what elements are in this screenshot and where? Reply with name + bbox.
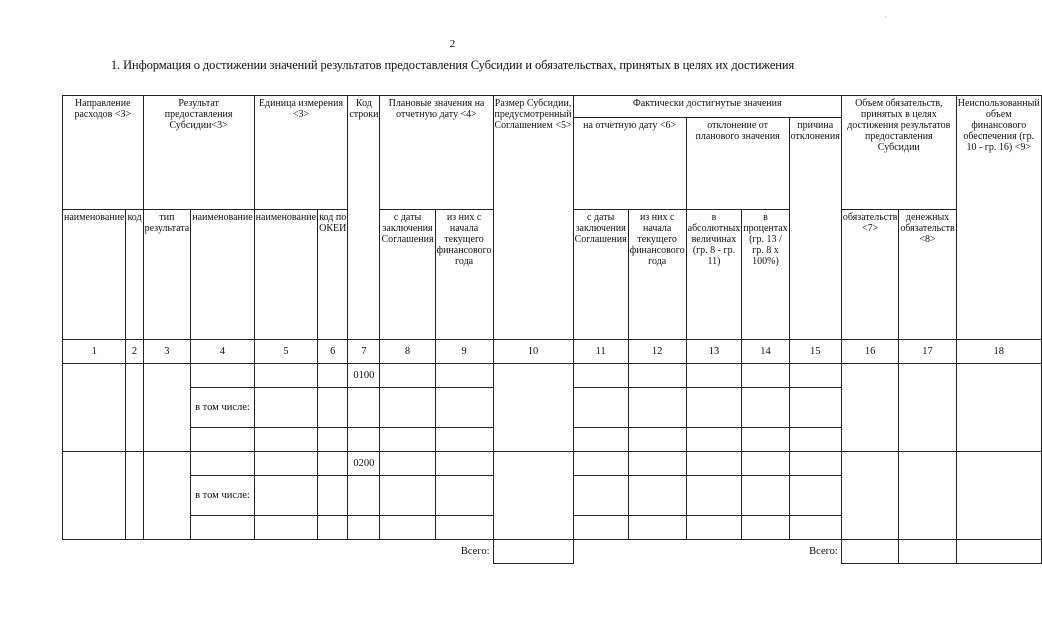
table-cell: [493, 452, 573, 540]
col-num: 5: [254, 340, 317, 364]
col-dir-name: наименование: [63, 210, 126, 340]
table-cell: [956, 364, 1041, 452]
col-plan-from-year: из них с начала текущего финансового года: [435, 210, 493, 340]
table-cell: [435, 388, 493, 428]
table-cell: [191, 428, 254, 452]
table-cell: [686, 364, 742, 388]
table-cell: [380, 364, 435, 388]
col-num: 18: [956, 340, 1041, 364]
table-cell: [573, 516, 628, 540]
table-cell: [435, 364, 493, 388]
table-cell: [742, 452, 789, 476]
table-cell: [143, 364, 191, 452]
total-label: Всего:: [573, 540, 841, 564]
col-obligations-header: Объем обязательств, принятых в целях достижения результатов предоставления Субсидии: [841, 96, 956, 210]
table-cell: [686, 476, 742, 516]
col-obl-monetary: денежных обязательств <8>: [899, 210, 956, 340]
results-table: [62, 95, 1042, 564]
col-res-type: тип результата: [143, 210, 191, 340]
table-cell: [493, 364, 573, 452]
table-cell: [318, 388, 348, 428]
col-res-name: наименование: [191, 210, 254, 340]
table-cell: [126, 452, 143, 540]
col-num: 15: [789, 340, 841, 364]
table-cell: [628, 364, 686, 388]
col-unused-header: Неиспользованный объем финансового обеспечения (гр. 10 - гр. 16) <9>: [956, 96, 1041, 340]
including-label: в том числе:: [191, 388, 254, 428]
col-deviation-reason-header: причина отклонения: [789, 118, 841, 340]
col-num: 16: [841, 340, 898, 364]
table-cell: [573, 428, 628, 452]
corner-mark: ·: [884, 12, 887, 22]
col-dev-abs: в абсолютных величинах (гр. 8 - гр. 11): [686, 210, 742, 340]
table-cell: [742, 388, 789, 428]
table-cell: [686, 516, 742, 540]
col-deviation-header: отклонение от планового значения: [686, 118, 789, 210]
table-cell: [348, 516, 380, 540]
total-unused-cell: [956, 540, 1041, 564]
table-cell: [254, 516, 317, 540]
total-obligations-cell: [841, 540, 898, 564]
table-cell: [254, 452, 317, 476]
table-cell: [380, 476, 435, 516]
table-row: [63, 452, 1042, 476]
table-cell: [318, 452, 348, 476]
col-actual-header: Фактически достигнутые значения: [573, 96, 841, 118]
table-cell: [899, 452, 956, 540]
col-dev-pct: в процентах (гр. 13 / гр. 8 x 100%): [742, 210, 789, 340]
col-agreement-size-header: Размер Субсидии, предусмотренный Соглашением <5>: [493, 96, 573, 340]
table-cell: [254, 364, 317, 388]
col-act-from-date: с даты заключения Соглашения: [573, 210, 628, 340]
total-agreement-cell: [493, 540, 573, 564]
col-unit-okei: код по ОКЕИ: [318, 210, 348, 340]
table-cell: [789, 428, 841, 452]
col-num: 14: [742, 340, 789, 364]
table-row: [63, 364, 1042, 388]
col-act-from-year: из них с начала текущего финансового года: [628, 210, 686, 340]
col-line-code-header: Код строки: [348, 96, 380, 340]
totals-row: [63, 540, 1042, 564]
table-cell: [254, 388, 317, 428]
col-planned-header: Плановые значения на отчетную дату <4>: [380, 96, 493, 210]
table-cell: [742, 428, 789, 452]
table-cell: [742, 476, 789, 516]
table-cell: [191, 516, 254, 540]
col-dir-code: код: [126, 210, 143, 340]
page-title: 1. Информация о достижении значений результатов предоставления Субсидии и обязательствах, принятых в целях их достижения: [110, 58, 795, 72]
table-cell: [191, 452, 254, 476]
table-cell: [628, 516, 686, 540]
table-cell: [686, 452, 742, 476]
table-cell: [742, 364, 789, 388]
table-cell: [143, 452, 191, 540]
table-cell: [573, 476, 628, 516]
col-num: 3: [143, 340, 191, 364]
table-cell: [254, 428, 317, 452]
page-number: 2: [449, 38, 456, 50]
table-cell: [789, 452, 841, 476]
table-cell: [742, 516, 789, 540]
table-cell: [628, 428, 686, 452]
table-cell: [435, 476, 493, 516]
col-num: 7: [348, 340, 380, 364]
col-obl-obligations: обязательств <7>: [841, 210, 898, 340]
table-cell: [435, 452, 493, 476]
table-cell: [841, 452, 898, 540]
including-label: в том числе:: [191, 476, 254, 516]
table-cell: [573, 388, 628, 428]
col-num: 8: [380, 340, 435, 364]
table-cell: [435, 516, 493, 540]
col-num: 2: [126, 340, 143, 364]
col-num: 17: [899, 340, 956, 364]
col-actual-on-date-header: на отчетную дату <6>: [573, 118, 686, 210]
col-unit-header: Единица измерения <3>: [254, 96, 348, 210]
col-num: 13: [686, 340, 742, 364]
table-cell: [126, 364, 143, 452]
table-cell: [956, 452, 1041, 540]
table-cell: [318, 476, 348, 516]
col-num: 10: [493, 340, 573, 364]
col-num: 1: [63, 340, 126, 364]
col-num: 4: [191, 340, 254, 364]
col-direction-header: Направление расходов <3>: [63, 96, 144, 210]
table-cell: [63, 364, 126, 452]
table-cell: [348, 388, 380, 428]
table-cell: [380, 428, 435, 452]
col-num: 6: [318, 340, 348, 364]
col-plan-from-date: с даты заключения Соглашения: [380, 210, 435, 340]
table-cell: [318, 428, 348, 452]
table-cell: [380, 388, 435, 428]
table-cell: [318, 516, 348, 540]
col-num: 12: [628, 340, 686, 364]
line-code-cell: 0200: [348, 452, 380, 476]
col-unit-name: наименование: [254, 210, 317, 340]
table-cell: [435, 428, 493, 452]
column-numbers-row: [63, 340, 1042, 364]
col-num: 9: [435, 340, 493, 364]
total-monetary-cell: [899, 540, 956, 564]
col-result-header: Результат предоставления Субсидии<3>: [143, 96, 254, 210]
table-cell: [789, 476, 841, 516]
total-label: Всего:: [63, 540, 494, 564]
table-cell: [380, 452, 435, 476]
table-cell: [573, 452, 628, 476]
table-cell: [628, 476, 686, 516]
table-cell: [789, 364, 841, 388]
table-cell: [628, 452, 686, 476]
table-cell: [348, 428, 380, 452]
table-cell: [899, 364, 956, 452]
table-cell: [63, 452, 126, 540]
table-cell: [628, 388, 686, 428]
table-cell: [841, 364, 898, 452]
table-cell: [191, 364, 254, 388]
table-cell: [573, 364, 628, 388]
col-num: 11: [573, 340, 628, 364]
line-code-cell: 0100: [348, 364, 380, 388]
table-cell: [380, 516, 435, 540]
table-cell: [789, 516, 841, 540]
table-cell: [348, 476, 380, 516]
table-cell: [686, 388, 742, 428]
table-cell: [686, 428, 742, 452]
table-cell: [254, 476, 317, 516]
table-cell: [789, 388, 841, 428]
table-cell: [318, 364, 348, 388]
